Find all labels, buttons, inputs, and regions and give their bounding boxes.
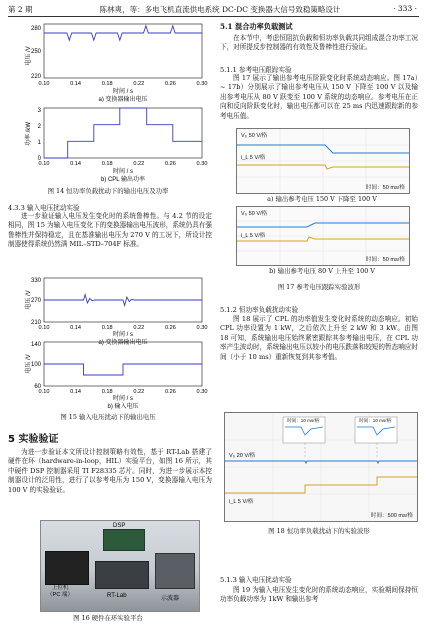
fig16-caption: 图 16 硬件在环实验平台 [73,614,143,622]
section-433-heading: 4.3.3 输入电压扰动实验 [8,204,80,212]
y-tick: 330 [30,278,41,284]
x-tick: 0.30 [196,161,208,167]
y-axis-label: 电压 /V [26,290,32,310]
x-ticks [39,81,208,87]
y-axis-label: 功率 /kW [26,122,32,146]
fig17b-oscilloscope [236,206,410,266]
section-513-heading: 5.1.3 输入电压扰动实验 [220,576,292,584]
section-511-paragraph: 图 17 展示了输出参考电压阶跃变化时系统动态响应。图 17a）~ 17b）分别展示了输出参考电压从 150 V 下降至 100 V 以及输出参考电压从 80 V 跃变至 100 V 系统的动态响应。参考电压在正向和反向阶跃变化时，输出电压都可以在 25 ms 内迅速跟踪新的参考电压值。 [220,74,418,120]
x-tick: 0.18 [101,325,113,331]
x-tick: 0.14 [70,325,82,331]
y-tick: 210 [30,320,41,326]
y-tick: 270 [30,298,41,304]
x-tick: 0.14 [70,81,82,87]
ch1-scale: V₀ 50 V/格 [241,211,268,217]
ch2-scale: i_L 5 V/格 [241,155,266,161]
rtlab-device [95,561,149,589]
y-tick: 2 [37,124,41,130]
x-tick: 0.22 [133,81,145,87]
section-512-paragraph: 图 18 展示了 CPL 的功率值发生变化时系统的动态响应。初始 CPL 功率设置为 1 kW，之后依次上升至 2 kW 和 3 kW。由图 18 可知，系统输出电压始终紧密跟踪其参考输出电压，在 CPL 功率产生波动时，系统输出电压以较小的电压跌落和较短的暂态响应时间（小于 10 ms）重新恢复到其参考值。 [220,315,418,361]
x-tick: 0.30 [196,389,208,395]
x-axis-label: 时间 / s [112,332,134,338]
y-tick: 60 [34,384,41,390]
x-tick: 0.26 [164,325,176,331]
fig14-caption: 图 14 恒功率负载扰动下的输出电压及功率 [47,187,169,195]
svg-text:电压 /V: 电压 /V [26,46,32,66]
x-ticks [39,389,208,395]
x-tick: 0.10 [38,325,50,331]
x-ticks [39,161,208,167]
pc-laptop [45,551,89,585]
x-tick: 0.22 [133,389,145,395]
x-tick: 0.22 [133,325,145,331]
rtlab-label: RT-Lab [107,593,127,599]
header-rule [8,16,419,17]
x-tick: 0.18 [101,161,113,167]
ch1-scale: V₀ 50 V/格 [241,133,268,139]
x-axis-label: 时间 / s [112,396,134,402]
fig14-voltage-plot [0,20,212,102]
section-5-heading: 5 实验验证 [8,434,59,445]
section-51-paragraph: 在本节中，考虑恒阻抗负载和恒功率负载共同组成混合功率工况下，对所提反步控制器的有效性及鲁棒性进行验证。 [220,34,418,52]
y-tick: 0 [37,156,41,162]
x-tick: 0.10 [38,161,50,167]
pc-label: 上位机 （PC 端） [47,585,74,598]
y-tick: 100 [30,362,41,368]
zoom1-time: 时间：10 ms/格 [287,418,320,423]
y-tick: 220 [30,74,41,80]
fig15-input-voltage-plot [0,338,212,410]
fig14-power-plot [0,104,212,184]
ch2-scale: i_L 5 V/格 [241,233,266,239]
dsp-board [103,529,145,551]
header-left: 第 2 期 [8,5,33,14]
x-tick: 0.22 [133,161,145,167]
x-tick: 0.14 [70,389,82,395]
zoom2-time: 时间：10 ms/格 [359,418,392,423]
section-433-paragraph: 进一步验证输入电压发生变化时的系统鲁棒性。与 4.2 节的设定相同，图 15 为输入电压变化下的变换器输出电压波形，系统仍具有强鲁棒性并保持稳定，且在基准输出电压为 270 V 的工况下，所设计控制器使得系统仍然满 MIL–STD–704F 标准。 [8,212,212,249]
x-ticks [39,325,208,331]
series-line [44,295,202,306]
x-tick: 0.26 [164,161,176,167]
series-line [44,364,202,375]
y-tick: 1 [37,140,41,146]
dsp-label: DSP [113,523,126,529]
section-5-paragraph: 为进一步验证本文所设计控制策略有效性，基于 RT-Lab 搭建了硬件在环（hardware-in-loop，HIL）实验平台，如图 16 所示，其中硬件 DSP 控制器采用 TI F28335 芯片。同时，为进一步展示本控制器设计的泛用性，进行了以参考电压为 150 V，变换器输入电压为 100 V 的实验验证。 [8,448,212,494]
section-511-heading: 5.1.1 参考电压跟踪实验 [220,66,292,74]
fig17a-oscilloscope [236,128,410,194]
subfigure-caption: a) 变换器输出电压 [98,97,148,102]
x-tick: 0.26 [164,389,176,395]
series-line [44,108,202,158]
section-512-heading: 5.1.2 恒功率负载扰动实验 [220,306,299,314]
fig16-photo [40,520,200,612]
fig18-traces [225,413,417,521]
header-title: 陈林爽，等：多电飞机直流供电系统 DC-DC 变换器大信号致稳策略设计 [99,5,341,14]
subfigure-caption: b) 输入电压 [107,404,139,410]
time-scale: 时间：500 ms/格 [370,513,413,519]
ch1-scale: V₀ 20 V/格 [229,453,256,459]
y-tick: 3 [37,108,41,114]
x-tick: 0.30 [196,325,208,331]
time-scale: 时间：50 ms/格 [365,257,405,263]
fig18-oscilloscope [224,412,418,522]
page-number: · 333 · [393,4,417,13]
plot-frame [44,24,202,78]
osc-label: 示波器 [161,596,180,602]
time-scale: 时间：50 ms/格 [365,185,405,191]
x-axis-label: 时间 / s [112,89,134,95]
x-tick: 0.30 [196,81,208,87]
x-axis-label: 时间 / s [112,169,134,175]
y-tick: 250 [30,49,41,55]
series-line [44,26,202,40]
x-tick: 0.18 [101,81,113,87]
fig17b-caption: b) 输出参考电压 80 V 上升至 100 V [269,267,375,275]
subfigure-caption: b) CPL 输出功率 [100,177,146,183]
fig18-caption: 图 18 恒功率负载扰动下的实验波形 [268,527,370,535]
ch2-scale: i_L 5 V/格 [229,499,254,505]
x-tick: 0.18 [101,389,113,395]
y-tick: 280 [30,26,41,32]
fig15-output-voltage-plot [0,274,212,346]
y-axis-label: 电压 /V [26,354,32,374]
x-tick: 0.14 [70,161,82,167]
x-tick: 0.26 [164,81,176,87]
y-tick: 140 [30,342,41,348]
section-51-heading: 5.1 混合功率负载测试 [220,22,293,31]
section-513-paragraph: 图 19 为输入电压发生变化时的系统动态响应，实验期间保持恒功率负载功率为 1kW 和输出参考 [220,586,418,604]
fig17a-caption: a) 输出参考电压 150 V 下降至 100 V [267,195,377,203]
fig17-caption: 图 17 参考电压跟踪实验波形 [277,283,361,291]
fig15-caption: 图 15 输入电压扰动下的输出电压 [60,413,156,421]
oscilloscope-device [155,553,195,589]
x-tick: 0.10 [38,81,50,87]
subfigure-caption: a) 变换器输出电压 [98,340,148,346]
x-tick: 0.10 [38,389,50,395]
